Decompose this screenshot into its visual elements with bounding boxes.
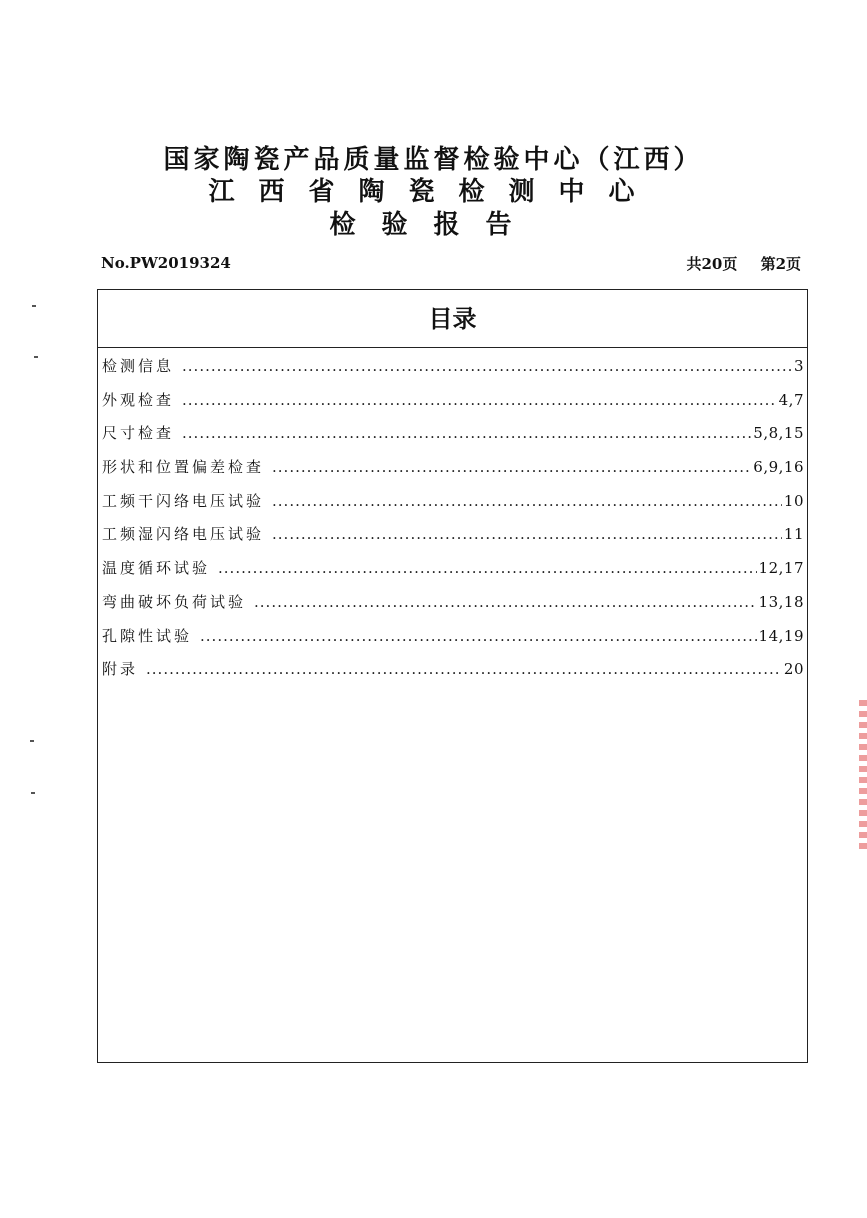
center-title: 江西省陶瓷检测中心	[208, 177, 659, 207]
toc-leader-dots	[200, 620, 757, 654]
toc-item	[102, 417, 804, 451]
toc-leader-dots	[254, 586, 757, 620]
toc-item	[102, 485, 804, 519]
toc-item	[102, 518, 804, 552]
toc-item-label: 外观检查	[102, 390, 175, 409]
scan-speck	[34, 356, 38, 358]
total-pages: 共20页	[686, 255, 738, 273]
toc-list	[102, 350, 804, 687]
org-title: 国家陶瓷产品质量监督检验中心（江西）	[163, 145, 704, 175]
toc-title: 目录	[98, 290, 807, 348]
toc-leader-dots	[182, 417, 751, 451]
report-number: No.PW2019324	[101, 254, 231, 272]
toc-item-page: 6,9,16	[753, 458, 804, 477]
toc-leader-dots	[146, 653, 782, 687]
toc-item-label: 尺寸检查	[102, 424, 175, 443]
toc-item-page: 5,8,15	[753, 424, 804, 443]
toc-item	[102, 552, 804, 586]
toc-item	[102, 451, 804, 485]
toc-leader-dots	[218, 552, 757, 586]
toc-item-label: 形状和位置偏差检查	[102, 458, 265, 477]
toc-item	[102, 620, 804, 654]
toc-item-label: 检测信息	[102, 357, 175, 375]
toc-item-page: 20	[783, 660, 804, 679]
scan-speck	[31, 792, 35, 794]
toc-item-label: 工频干闪络电压试验	[102, 491, 265, 510]
toc-item-page: 13,18	[758, 592, 804, 611]
toc-item	[102, 653, 804, 687]
toc-item-label: 工频湿闪络电压试验	[102, 525, 265, 544]
toc-item-page: 14,19	[758, 626, 804, 645]
toc-item	[102, 350, 804, 384]
toc-item-label: 弯曲破坏负荷试验	[102, 592, 247, 611]
toc-item	[102, 586, 804, 620]
toc-box	[97, 289, 808, 1063]
toc-leader-dots	[272, 451, 751, 485]
toc-leader-dots	[272, 518, 782, 552]
toc-item	[102, 384, 804, 418]
toc-item-page: 11	[783, 525, 804, 544]
toc-leader-dots	[272, 485, 782, 519]
toc-leader-dots	[182, 350, 792, 384]
seal-stamp-edge	[859, 700, 867, 850]
report-title: 检验报告	[329, 210, 538, 240]
toc-leader-dots	[182, 384, 777, 418]
toc-item-label: 附录	[102, 660, 139, 679]
current-page: 第2页	[760, 255, 801, 273]
toc-item-label: 孔隙性试验	[102, 626, 193, 645]
scan-speck	[30, 740, 34, 742]
scan-speck	[32, 305, 36, 307]
toc-item-page: 10	[783, 491, 804, 510]
toc-item-page: 3	[793, 357, 804, 375]
toc-item-page: 12,17	[758, 559, 804, 578]
toc-item-page: 4,7	[778, 390, 804, 409]
toc-item-label: 温度循环试验	[102, 559, 211, 578]
page-info	[668, 253, 801, 274]
